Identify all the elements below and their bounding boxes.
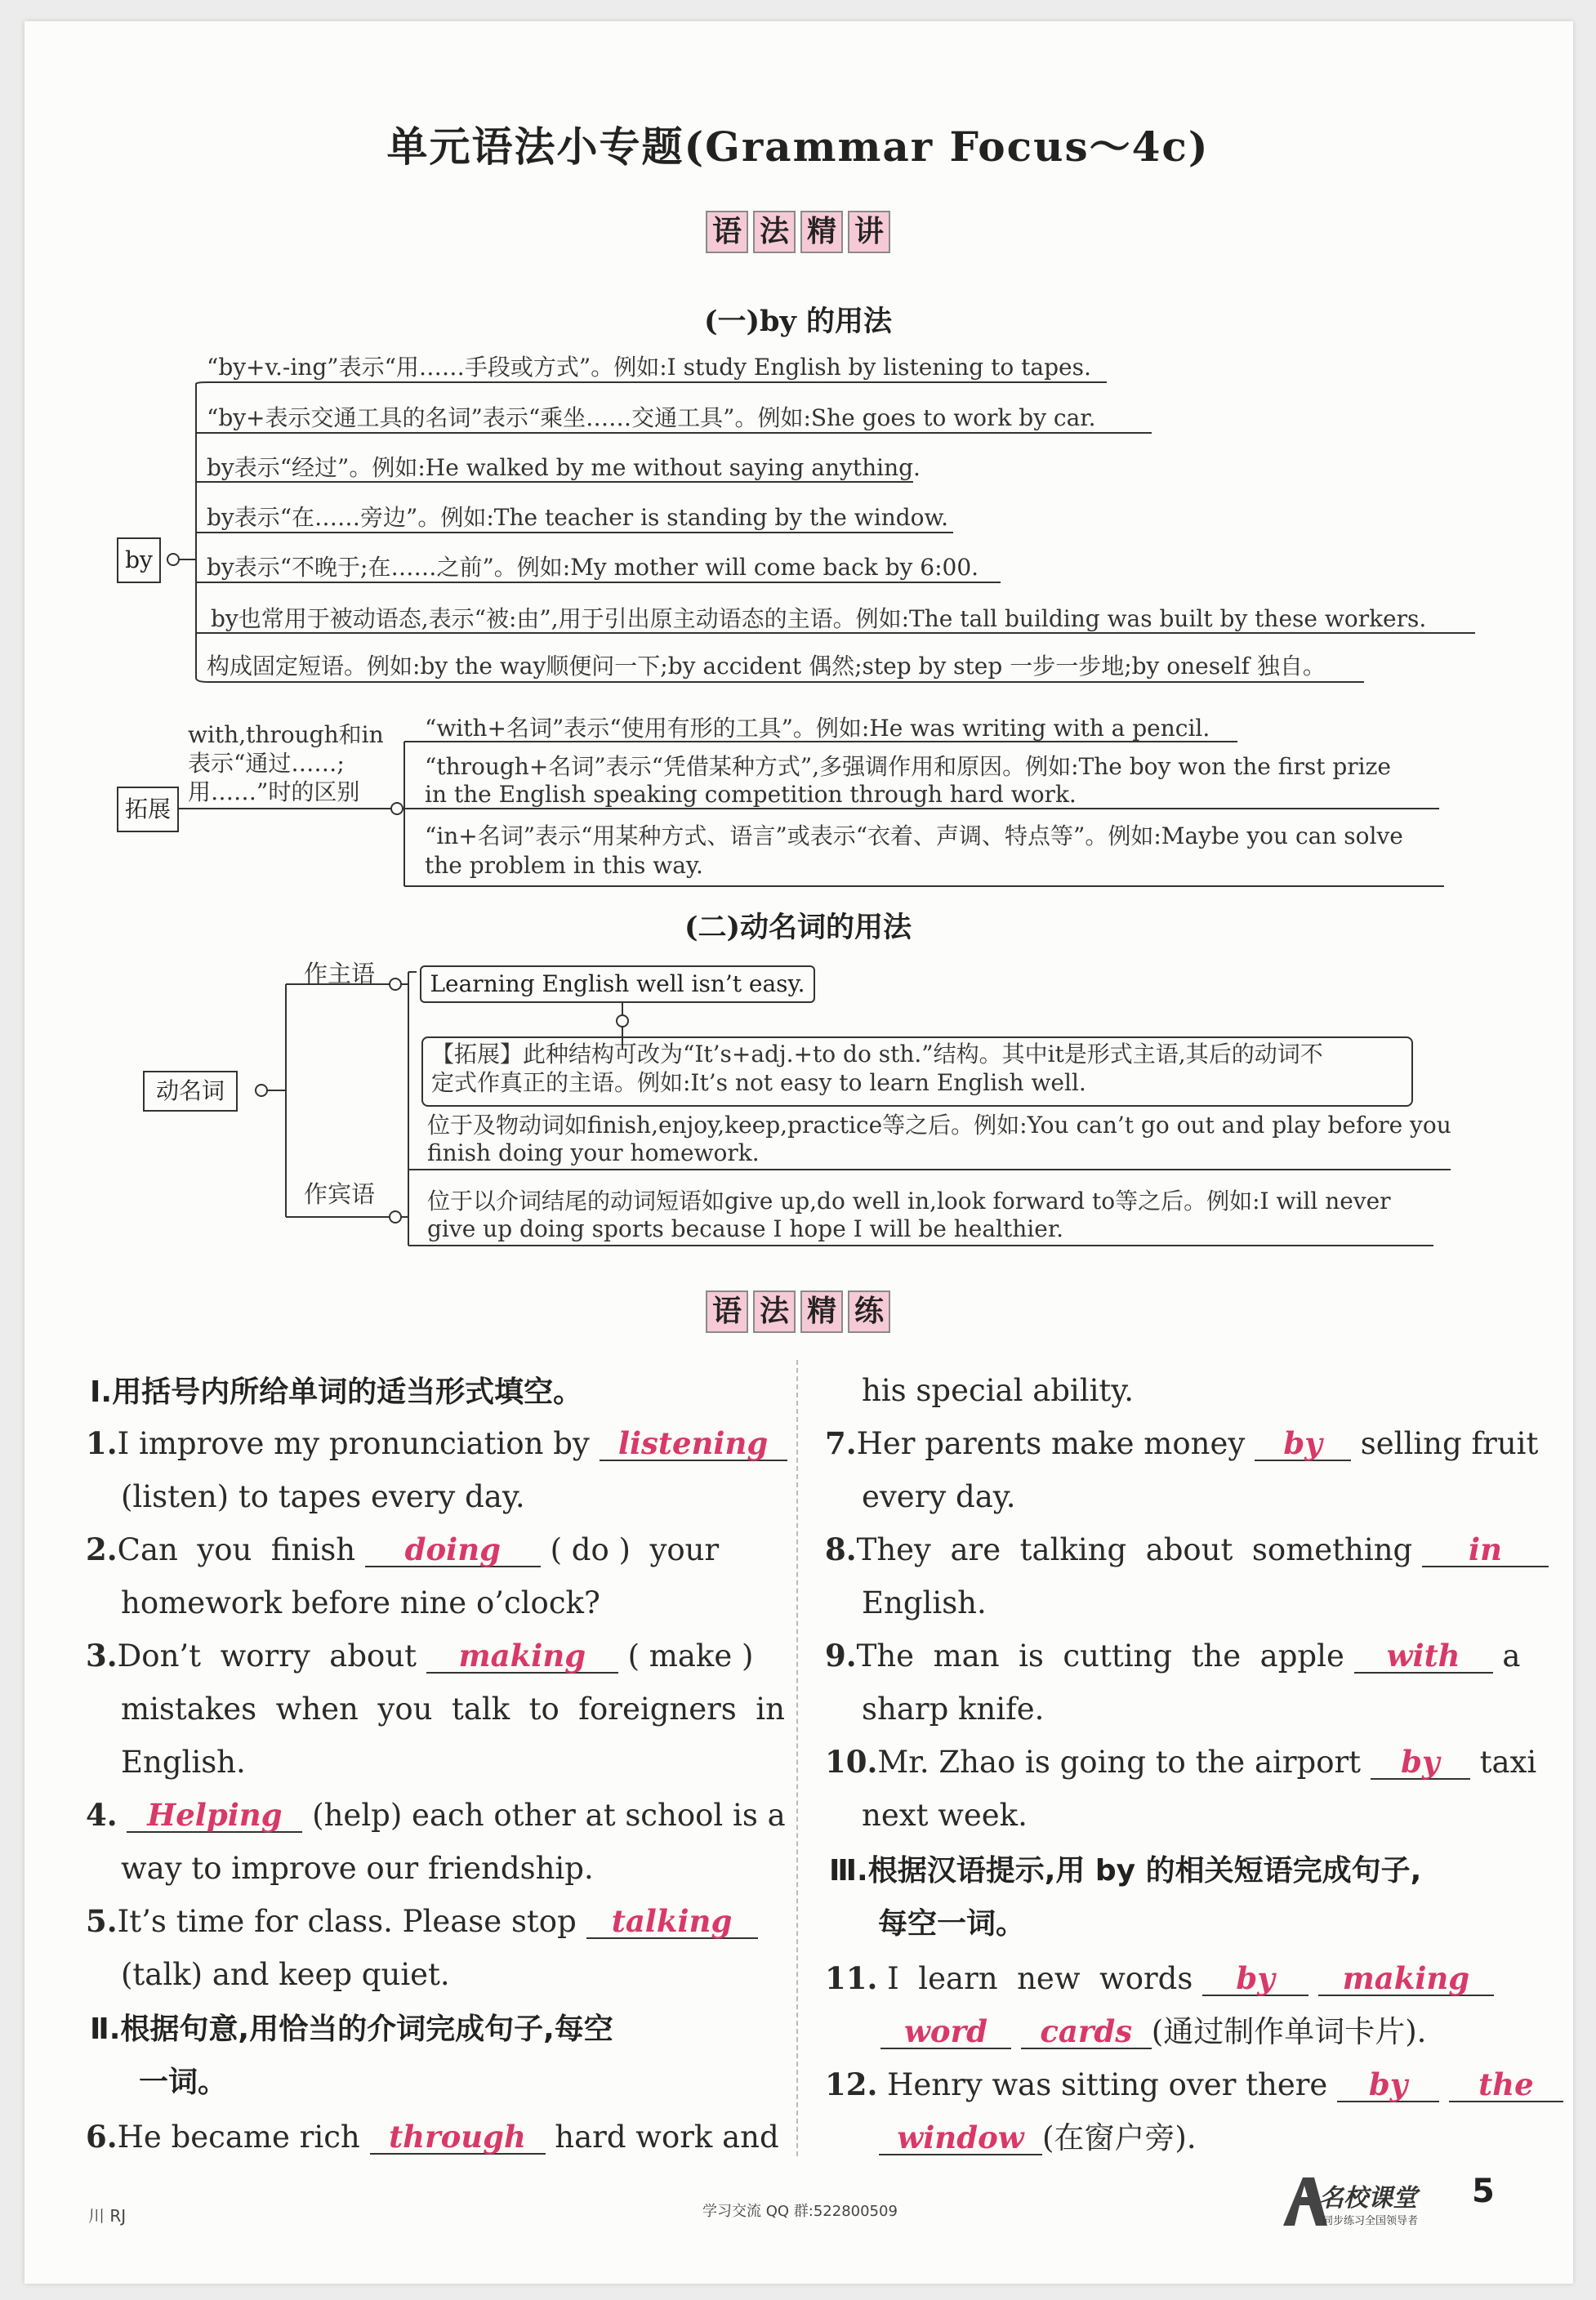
chinese-hint: (在窗户旁). [1042,2120,1197,2155]
question-text: ( do ) your [550,1532,720,1567]
answer-blank[interactable]: through [370,2117,546,2155]
section2-heading: (二)动名词的用法 [684,911,912,944]
object-line: 位于及物动词如finish,enjoy,keep,practice等之后。例如:You can’t go out and play before you [427,1112,1451,1139]
extension-label-line: 用……”时的区别 [188,778,360,805]
answer-blank[interactable]: in [1422,1530,1549,1567]
question-6 [86,2111,779,2164]
logo-text: 名校课堂 [1319,2184,1417,2213]
answer-blank[interactable]: talking [586,1901,758,1939]
question-5 [86,1895,758,1948]
question-text: I improve my pronunciation by [117,1426,590,1461]
question-2 [86,1523,719,1576]
question-4 [86,1789,786,1842]
page-title: 单元语法小专题(Grammar Focus～4c) [386,123,1210,171]
question-text: a [1502,1638,1521,1674]
chinese-hint: (通过制作单词卡片). [1151,2014,1427,2049]
part2-title-cont: 一词。 [139,2066,228,2099]
object-line: finish doing your homework. [427,1139,760,1166]
question-text: selling fruit [1360,1426,1539,1461]
question-text: (help) each other at school is a [312,1798,786,1833]
extension-item-in [425,822,1403,880]
badge-char: 法 [753,211,796,253]
extension-root-box: 拓展 [117,787,179,832]
extension-item-line: the problem in this way. [425,852,703,879]
extension-label-line: 表示“通过……; [188,750,345,777]
answer-blank[interactable]: word [880,2012,1011,2049]
question-12-cont [879,2111,1197,2164]
question-number: 12. [825,2066,878,2102]
question-number: 7. [825,1425,857,1461]
question-number: 2. [86,1531,118,1567]
question-6-cont: his special ability. [862,1373,1135,1408]
question-8 [825,1523,1549,1576]
question-9 [825,1629,1520,1683]
question-10-cont: next week. [862,1798,1028,1833]
question-number: 4. [86,1797,118,1833]
question-text: taxi [1479,1745,1537,1780]
badge-char: 讲 [848,211,890,253]
question-8-cont: English. [862,1585,987,1620]
object-line: 位于以介词结尾的动词短语如give up,do well in,look forward to等之后。例如:I will never [427,1188,1391,1215]
question-3-cont: mistakes when you talk to foreigners in [121,1692,785,1727]
by-usage-2: “by+表示交通工具的名词”表示“乘坐……交通工具”。例如:She goes to work by car. [207,404,1096,431]
note-line: 定式作真正的主语。例如:It’s not easy to learn English well. [431,1069,1086,1096]
question-text: Don’t worry about [117,1638,417,1674]
column-divider [796,1360,798,2156]
question-1 [86,1417,787,1470]
by-usage-5: by表示“不晚于;在……之前”。例如:My mother will come back by 6:00. [207,554,979,581]
gerund-subject-note [421,1036,1413,1107]
gerund-root-box: 动名词 [143,1071,238,1112]
part3-title-cont: 每空一词。 [878,1907,1026,1941]
answer-blank[interactable]: doing [365,1530,541,1567]
question-text: I learn new words [887,1961,1193,1996]
question-11-cont [880,2005,1426,2058]
answer-blank[interactable]: window [879,2118,1042,2155]
extension-label-line: with,through和in [188,721,384,748]
badge-char: 精 [800,1290,843,1333]
question-12 [825,2058,1563,2111]
gerund-object-item-2 [427,1188,1391,1243]
by-root-box: by [117,537,161,583]
question-text: hard work and [555,2119,779,2155]
question-5-cont: (talk) and keep quiet. [121,1957,450,1992]
part2-title: Ⅱ.根据句意,用恰当的介词完成句子,每空 [90,2012,613,2046]
by-usage-7: 构成固定短语。例如:by the way顺便问一下;by accident 偶然;step by step 一步一步地;by oneself 独自。 [207,653,1326,680]
badge-char: 语 [706,211,748,253]
answer-blank[interactable]: by [1202,1959,1308,1996]
answer-blank[interactable]: by [1255,1424,1351,1461]
badge-char: 法 [753,1290,796,1333]
question-number: 10. [825,1744,878,1780]
answer-blank[interactable]: listening [600,1424,787,1461]
by-usage-4: by表示“在……旁边”。例如:The teacher is standing by the window. [207,504,949,531]
publisher-logo [1277,2173,1440,2230]
note-line: 【拓展】此种结构可改为“It’s+adj.+to do sth.”结构。其中it是形式主语,其后的动词不 [431,1041,1323,1068]
question-1-cont: (listen) to tapes every day. [121,1479,525,1514]
question-3 [86,1629,753,1683]
question-number: 11. [825,1960,878,1996]
question-11 [825,1952,1494,2005]
question-text: Mr. Zhao is going to the airport [877,1745,1362,1780]
answer-blank[interactable]: making [1318,1959,1494,1996]
answer-blank[interactable]: Helping [127,1795,302,1833]
badge-char: 练 [848,1290,890,1333]
by-usage-6: by也常用于被动语态,表示“被:由”,用于引出原主动语态的主语。例如:The tall building was built by these workers. [211,605,1427,632]
question-text: It’s time for class. Please stop [117,1904,577,1939]
answer-blank[interactable]: with [1354,1636,1493,1674]
question-text: They are talking about something [856,1532,1413,1567]
by-usage-3: by表示“经过”。例如:He walked by me without saying anything. [207,454,921,481]
answer-blank[interactable]: the [1449,2065,1563,2102]
by-usage-1: “by+v.-ing”表示“用……手段或方式”。例如:I study English by listening to tapes. [207,354,1091,381]
extension-item-line: “through+名词”表示“凭借某种方式”,多强调作用和原因。例如:The boy won the first prize [425,753,1391,780]
question-text: He became rich [117,2119,360,2155]
answer-blank[interactable]: cards [1021,2012,1152,2049]
logo-subtext: 同步练习全国领导者 [1322,2215,1419,2227]
question-9-cont: sharp knife. [862,1692,1045,1727]
question-text: Can you finish [117,1532,356,1567]
question-10 [825,1736,1536,1789]
question-number: 5. [86,1903,118,1939]
question-number: 8. [825,1531,857,1567]
question-7 [825,1417,1538,1470]
question-number: 6. [86,2119,118,2155]
question-4-cont: way to improve our friendship. [121,1851,594,1886]
extension-item-through [425,753,1391,809]
section-badge-practice [0,1290,1596,1333]
answer-blank[interactable]: by [1371,1742,1470,1780]
question-text: Her parents make money [856,1426,1246,1461]
gerund-object-item-1 [427,1112,1451,1167]
question-text: The man is cutting the apple [856,1638,1344,1674]
gerund-subject-label: 作主语 [304,960,376,987]
badge-char: 精 [800,211,843,253]
question-number: 1. [86,1425,118,1461]
section1-heading: (一)by 的用法 [703,305,893,338]
part1-title: Ⅰ.用括号内所给单词的适当形式填空。 [90,1375,583,1409]
extension-item-line: in the English speaking competition through hard work. [425,781,1077,808]
question-number: 3. [86,1638,118,1674]
question-2-cont: homework before nine o’clock? [121,1585,600,1620]
page-number: 5 [1472,2173,1495,2210]
extension-label [188,720,384,806]
question-3-cont2: English. [121,1745,246,1780]
gerund-subject-example: Learning English well isn’t easy. [420,965,815,1003]
question-text: Henry was sitting over there [887,2067,1328,2102]
extension-item-line: “in+名词”表示“用某种方式、语言”或表示“衣着、声调、特点等”。例如:Maybe you can solve [425,822,1403,849]
question-text: ( make ) [627,1638,754,1674]
answer-blank[interactable]: by [1337,2065,1439,2102]
footer-qq-group: 学习交流 QQ 群:522800509 [702,2203,898,2220]
badge-char: 语 [706,1290,748,1333]
question-number: 9. [825,1638,857,1674]
answer-blank[interactable]: making [426,1636,618,1674]
gerund-object-label: 作宾语 [304,1180,376,1208]
question-7-cont: every day. [862,1479,1016,1514]
footer-edition: 川 RJ [88,2206,127,2226]
object-line: give up doing sports because I hope I will be healthier. [427,1215,1064,1242]
extension-item-with: “with+名词”表示“使用有形的工具”。例如:He was writing with a pencil. [425,715,1210,742]
part3-title: Ⅲ.根据汉语提示,用 by 的相关短语完成句子, [829,1854,1422,1888]
